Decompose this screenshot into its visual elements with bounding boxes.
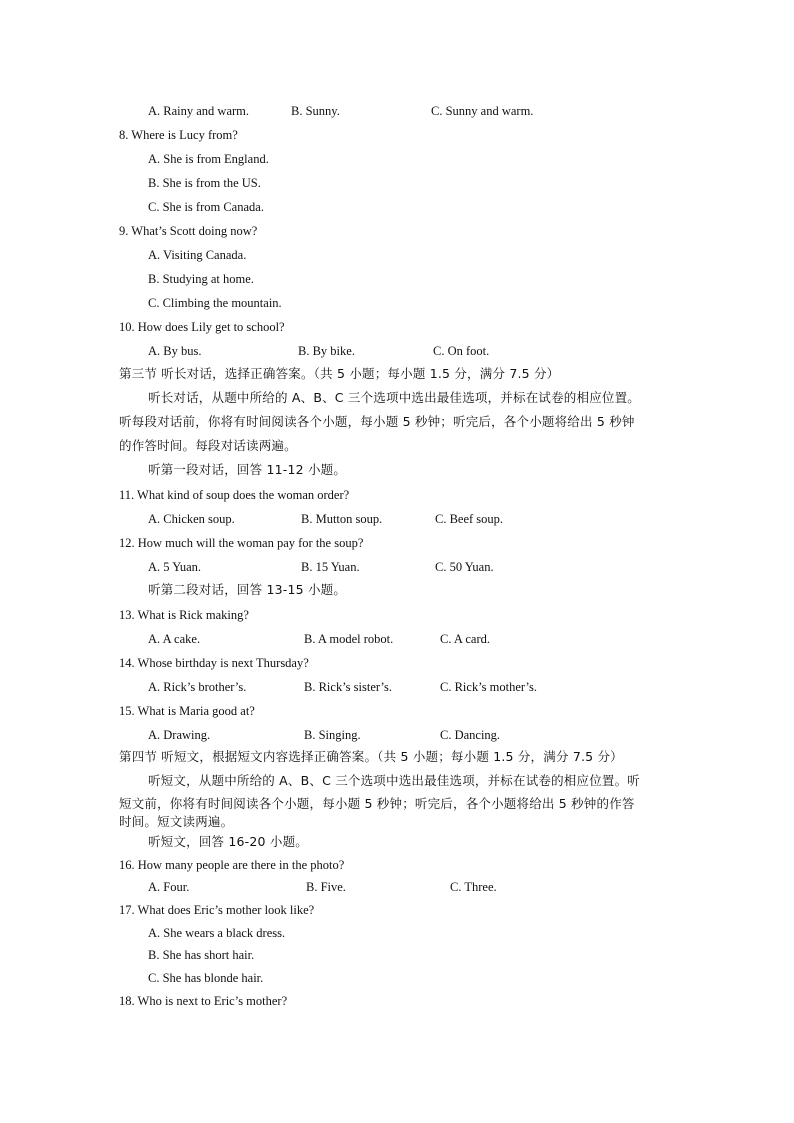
question-8: 8. Where is Lucy from? bbox=[119, 128, 238, 142]
option-9c: C. Climbing the mountain. bbox=[148, 296, 282, 310]
option-16a: A. Four. bbox=[148, 880, 190, 894]
question-15: 15. What is Maria good at? bbox=[119, 704, 255, 718]
option-7c: C. Sunny and warm. bbox=[431, 104, 534, 118]
option-9a: A. Visiting Canada. bbox=[148, 248, 247, 262]
passage-note: 听短文，回答 16-20 小题。 bbox=[148, 834, 308, 849]
option-13a: A. A cake. bbox=[148, 632, 201, 646]
option-11a: A. Chicken soup. bbox=[148, 512, 235, 526]
option-12c: C. 50 Yuan. bbox=[435, 560, 494, 574]
option-11c: C. Beef soup. bbox=[435, 512, 504, 526]
question-9: 9. What’s Scott doing now? bbox=[119, 224, 258, 238]
section-4-instructions-line2: 短文前，你将有时间阅读各个小题，每小题 5 秒钟；听完后，各个小题将给出 5 秒钟的作答 bbox=[119, 796, 635, 811]
question-13: 13. What is Rick making? bbox=[119, 608, 249, 622]
question-12: 12. How much will the woman pay for the soup? bbox=[119, 536, 364, 550]
section-3-heading: 第三节 听长对话，选择正确答案。（共 5 小题；每小题 1.5 分，满分 7.5 分） bbox=[119, 366, 560, 381]
option-8c: C. She is from Canada. bbox=[148, 200, 264, 214]
option-14a: A. Rick’s brother’s. bbox=[148, 680, 247, 694]
option-16b: B. Five. bbox=[306, 880, 346, 894]
question-14: 14. Whose birthday is next Thursday? bbox=[119, 656, 309, 670]
question-17: 17. What does Eric’s mother look like? bbox=[119, 903, 315, 917]
section-4-instructions-line3: 时间。短文读两遍。 bbox=[119, 814, 234, 829]
option-15c: C. Dancing. bbox=[440, 728, 501, 742]
dialogue-1-note: 听第一段对话，回答 11-12 小题。 bbox=[148, 462, 347, 477]
option-15a: A. Drawing. bbox=[148, 728, 211, 742]
option-9b: B. Studying at home. bbox=[148, 272, 254, 286]
option-10b: B. By bike. bbox=[298, 344, 355, 358]
option-16c: C. Three. bbox=[450, 880, 497, 894]
section-3-instructions-line3: 的作答时间。每段对话读两遍。 bbox=[119, 438, 297, 453]
option-7a: A. Rainy and warm. bbox=[148, 104, 250, 118]
option-7b: B. Sunny. bbox=[291, 104, 340, 118]
option-13c: C. A card. bbox=[440, 632, 490, 646]
question-18: 18. Who is next to Eric’s mother? bbox=[119, 994, 288, 1008]
dialogue-2-note: 听第二段对话，回答 13-15 小题。 bbox=[148, 582, 347, 597]
option-11b: B. Mutton soup. bbox=[301, 512, 383, 526]
section-4-instructions-line1: 听短文，从题中所给的 A、B、C 三个选项中选出最佳选项，并标在试卷的相应位置。听 bbox=[148, 773, 641, 788]
option-17b: B. She has short hair. bbox=[148, 948, 255, 962]
option-10c: C. On foot. bbox=[433, 344, 490, 358]
option-14b: B. Rick’s sister’s. bbox=[304, 680, 392, 694]
section-4-heading: 第四节 听短文，根据短文内容选择正确答案。（共 5 小题；每小题 1.5 分，满分 7.5 分） bbox=[119, 749, 623, 764]
option-12b: B. 15 Yuan. bbox=[301, 560, 360, 574]
option-14c: C. Rick’s mother’s. bbox=[440, 680, 537, 694]
option-15b: B. Singing. bbox=[304, 728, 361, 742]
option-10a: A. By bus. bbox=[148, 344, 202, 358]
option-12a: A. 5 Yuan. bbox=[148, 560, 202, 574]
option-8a: A. She is from England. bbox=[148, 152, 269, 166]
question-11: 11. What kind of soup does the woman order? bbox=[119, 488, 350, 502]
question-10: 10. How does Lily get to school? bbox=[119, 320, 285, 334]
option-13b: B. A model robot. bbox=[304, 632, 394, 646]
option-17a: A. She wears a black dress. bbox=[148, 926, 286, 940]
section-3-instructions-line2: 听每段对话前，你将有时间阅读各个小题，每小题 5 秒钟；听完后，各个小题将给出 5 秒钟 bbox=[119, 414, 635, 429]
question-16: 16. How many people are there in the photo? bbox=[119, 858, 345, 872]
section-3-instructions-line1: 听长对话，从题中所给的 A、B、C 三个选项中选出最佳选项，并标在试卷的相应位置。 bbox=[148, 390, 641, 405]
option-8b: B. She is from the US. bbox=[148, 176, 261, 190]
option-17c: C. She has blonde hair. bbox=[148, 971, 264, 985]
